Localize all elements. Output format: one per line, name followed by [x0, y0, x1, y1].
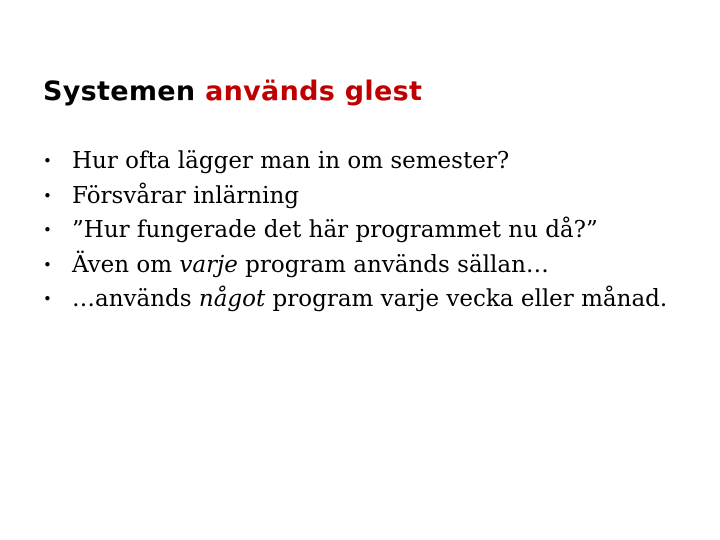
title-accent-text: används glest: [205, 76, 423, 107]
bullet-item: [43, 282, 683, 317]
bullet-text-part: program varje vecka eller månad.: [265, 286, 668, 312]
bullet-emphasis: något: [198, 286, 266, 312]
bullet-dot-icon: •: [43, 290, 52, 308]
bullet-text-part: …används: [72, 286, 199, 312]
bullet-text: ”Hur fungerade det här programmet nu då?”: [72, 217, 598, 243]
bullet-emphasis: varje: [179, 251, 238, 278]
bullet-text: Försvårar inlärning: [72, 182, 300, 209]
bullet-text: [72, 252, 549, 278]
bullet-item: [43, 213, 683, 248]
bullet-text: Hur ofta lägger man in om semester?: [72, 148, 510, 174]
bullet-list: [43, 144, 683, 317]
bullet-text-part: Även om: [72, 251, 180, 278]
bullet-text: [72, 286, 667, 312]
bullet-item: [43, 248, 683, 283]
bullet-dot-icon: •: [43, 186, 52, 205]
bullet-item: [43, 144, 683, 179]
bullet-dot-icon: •: [43, 255, 52, 274]
bullet-dot-icon: •: [43, 152, 52, 170]
title-text: Systemen: [43, 76, 206, 107]
bullet-text-part: program används sällan…: [237, 251, 549, 278]
bullet-dot-icon: •: [43, 221, 52, 239]
bullet-item: [43, 179, 683, 214]
slide-title: [43, 76, 422, 107]
